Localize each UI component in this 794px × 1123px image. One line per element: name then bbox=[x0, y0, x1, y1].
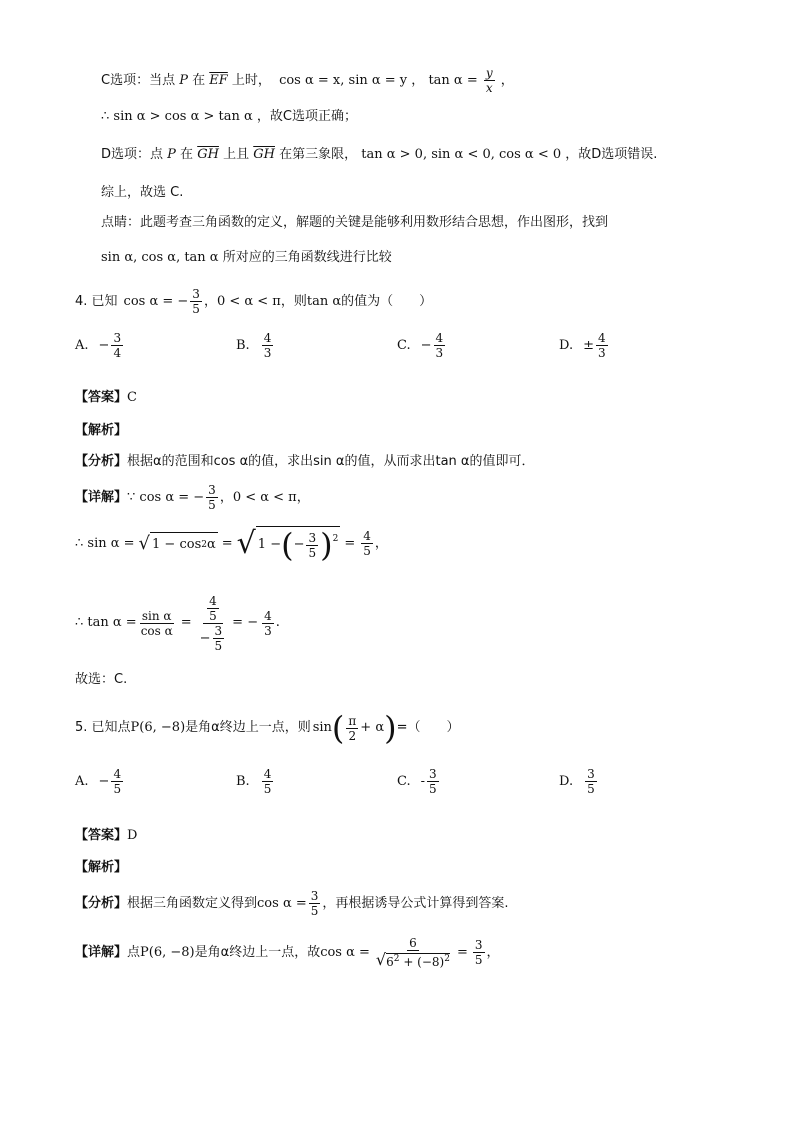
q5-detail: 【详解】 点 P(6, −8) 是角α终边上一点，故 cos α = 6 √ $6^2 + (-8)^2$ = $\frac{3}{5}$ ， bbox=[75, 936, 500, 969]
point-note-2: sin α, cos α, tan α 所对应的三角函数线进行比较 bbox=[101, 250, 392, 265]
q4-option-d: D. ± $\frac{4}{3}$ bbox=[559, 331, 606, 360]
sqrt-1: √ 1 − cos 2 α bbox=[138, 532, 216, 554]
q4-answer: 【答案】C bbox=[75, 390, 137, 405]
q4-detail-1: 【详解】 ∵ cos α = − $\frac{3}{5}$ ，0 < α < π， bbox=[75, 483, 310, 512]
q4-choose: 故选：C. bbox=[75, 672, 128, 687]
q5-option-a: A. − $\frac{4}{5}$ bbox=[75, 767, 122, 796]
d-option-line: D选项：点 P 在 $\overline{GH}$ 上且 $\overline{GH}$ 在第三象限， tan α > 0, sin α < 0, cos α < 0 ，故D选项错误. bbox=[101, 147, 658, 162]
arc-ef: $\overline{EF}$ bbox=[209, 73, 228, 88]
d-option-math: tan α > 0, sin α < 0, cos α < 0 bbox=[361, 147, 562, 162]
c-conclusion-math: ∴ sin α > cos α > tan α bbox=[101, 109, 253, 124]
point-p: P bbox=[179, 73, 188, 88]
sqrt-2: √ 1 − ( − $\frac{3}{5}$ ) $^2$ bbox=[236, 525, 339, 564]
cos-sin-eq: cos α = x, sin α = y bbox=[279, 73, 408, 88]
summary-line: 综上，故选 C. bbox=[101, 185, 184, 200]
q5-analysis-tag: 【解析】 bbox=[75, 860, 128, 875]
q4-tan-line: ∴ tan α = $\frac{\text{sin α}}{\text{cos α}}$ = $\frac{4}{5}$ − $\frac{3}{5}$ = − $\frac{4}{3}$ . bbox=[75, 593, 280, 653]
arc-gh-1: $\overline{GH}$ bbox=[197, 147, 219, 162]
q5-option-b: B. $\frac{4}{5}$ bbox=[236, 767, 272, 796]
q4-option-b: B. $\frac{4}{3}$ bbox=[236, 331, 272, 360]
tan-fraction: $\frac{y}{x}$ bbox=[485, 66, 493, 95]
q4-sin-line: ∴ sin α = √ 1 − cos 2 α = √ 1 − ( − $\frac{3}{5}$ ) $^2$ = $\frac{4}{5}$ ， bbox=[75, 525, 388, 564]
tan-eq: tan α = bbox=[428, 73, 478, 88]
comma: ， bbox=[411, 73, 425, 88]
arc-gh-2: $\overline{GH}$ bbox=[253, 147, 275, 162]
q4-option-a: A. − $\frac{3}{4}$ bbox=[75, 331, 122, 360]
q5-option-d: D. $\frac{3}{5}$ bbox=[559, 767, 595, 796]
q4-stem: 4. 已知 cos α = − $\frac{3}{5}$ ，0 < α < π ，则 tan α 的值为（ ） bbox=[75, 287, 433, 316]
zai: 在 bbox=[192, 73, 206, 88]
q5-answer: 【答案】D bbox=[75, 828, 138, 843]
detail-sqrt-fraction: 6 √ $6^2 + (-8)^2$ bbox=[375, 936, 450, 969]
compound-fraction: $\frac{4}{5}$ − $\frac{3}{5}$ bbox=[199, 593, 223, 653]
q4-analysis-tag: 【解析】 bbox=[75, 423, 128, 438]
c-conclusion-text: ，故C选项正确； bbox=[256, 109, 357, 124]
shang: 上时， bbox=[231, 73, 271, 88]
c-option-line: C选项：当点 P 在 $\overline{EF}$ 上时， cos α = x, sin α = y ， tan α = $\frac{y}{x}$ ， bbox=[101, 66, 514, 95]
c-option-prefix: C选项：当点 bbox=[101, 73, 176, 88]
q5-fenxi: 【分析】 根据三角函数定义得到 cos α = $\frac{3}{5}$ ，再根据诱导公式计算得到答案. bbox=[75, 889, 509, 918]
q5-stem: 5. 已知点 P(6, −8) 是角α终边上一点，则 sin ( $\frac{\pi}{2}$ + α ) =（ ） bbox=[75, 709, 460, 747]
c-conclusion-line bbox=[101, 107, 357, 127]
q4-fenxi: 【分析】根据α的范围和cos α的值，求出sin α的值，从而求出tan α的值即可． bbox=[75, 454, 535, 469]
q5-option-c: C. - $\frac{3}{5}$ bbox=[397, 767, 437, 796]
q4-option-c: C. − $\frac{4}{3}$ bbox=[397, 331, 444, 360]
point-note-1: 点睛：此题考查三角函数的定义，解题的关键是能够利用数形结合思想，作出图形，找到 bbox=[101, 215, 609, 230]
